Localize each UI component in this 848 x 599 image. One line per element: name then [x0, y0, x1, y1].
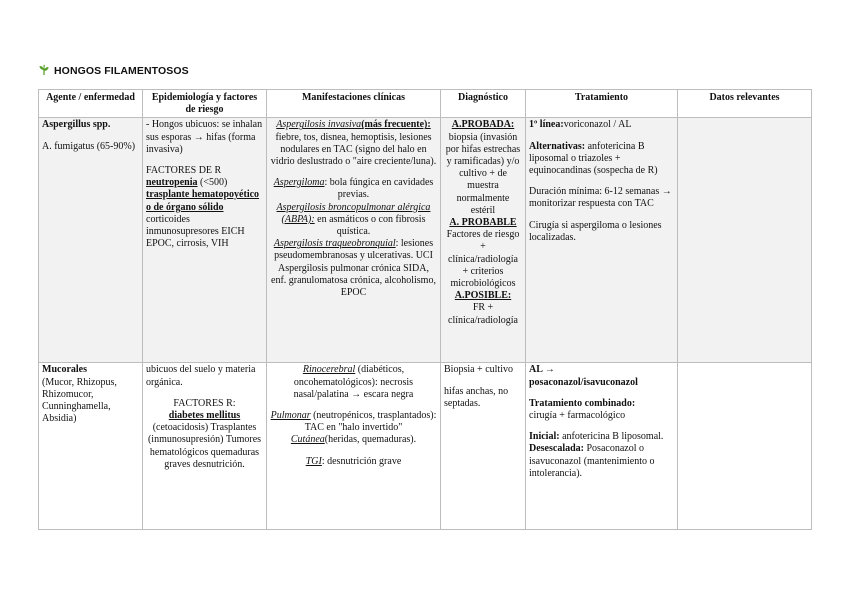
clin-pulm-text: (neutropénicos, trasplantados): TAC en "halo invertido"	[304, 410, 437, 434]
header-clinical: Manifestaciones clínicas	[267, 90, 441, 118]
cell-clinical	[267, 363, 441, 530]
epi-diabetes: diabetes mellitus	[168, 410, 241, 422]
header-diagnosis: Diagnóstico	[441, 90, 526, 118]
cell-agent	[39, 118, 143, 363]
tx-desc-label: Desescalada:	[529, 443, 584, 455]
cell-relevant	[678, 363, 812, 530]
epi-factors-title: FACTORES R:	[173, 397, 236, 409]
tx-al: AL →	[529, 364, 555, 376]
leaf-icon	[38, 64, 50, 78]
clin-abpa: Aspergilosis broncopulmonar alérgica (ABPA):	[276, 201, 431, 225]
clin-aspergiloma-text: : bola fúngica en cavidades previas.	[324, 177, 434, 201]
clin-tgi: TGI	[305, 455, 322, 467]
tx-first-label: 1º línea:	[529, 119, 564, 131]
cell-treatment	[526, 118, 678, 363]
tx-duration: Duración mínima: 6-12 semanas → monitorizar respuesta con TAC	[529, 186, 672, 210]
cell-diagnosis	[441, 363, 526, 530]
dx-probada-text: biopsia (invasión por hifas estrechas y ramificadas) y/o cultivo + de muestra normalmente estéril	[445, 131, 521, 216]
clin-invasive-text: fiebre, tos, disnea, hemoptisis, lesiones nodulares en TAC (signo del halo en vidrio deslustrado o "aire creciente/luna).	[270, 131, 437, 168]
dx-probable: A. PROBABLE	[449, 217, 517, 229]
tx-desc-text: Posaconazol o isavuconazol (mantenimiento o intolerancia).	[529, 443, 655, 479]
clin-tracheo-text: : lesiones pseudomembranosas y ulcerativas. UCI	[274, 238, 434, 262]
header-epidemiology: Epidemiología y factores de riesgo	[143, 90, 267, 118]
section-title: HONGOS FILAMENTOSOS	[54, 65, 189, 77]
cell-relevant	[678, 118, 812, 363]
dx-posible-text: FR + clínica/radiología	[448, 302, 518, 326]
clin-pulm: Pulmonar	[270, 410, 311, 422]
clin-tracheo: Aspergilosis traqueobronquial	[273, 238, 396, 250]
dx-hifas: hifas anchas, no septadas.	[444, 385, 509, 409]
cell-epidemiology	[143, 363, 267, 530]
clin-abpa-text: en asmáticos o con fibrosis quística.	[314, 213, 426, 238]
tx-alt-label: Alternativas:	[529, 140, 586, 152]
clin-tgi-text: : desnutrición grave	[321, 455, 402, 467]
epi-neutropenia-value: (<500)	[197, 177, 228, 189]
clin-cut-text: (heridas, quemaduras).	[324, 434, 417, 446]
dx-posible: A.POSIBLE:	[454, 290, 512, 302]
table-row	[39, 363, 812, 530]
epi-neutropenia: neutropenia	[146, 177, 198, 189]
tx-comb-text: cirugía + farmacológico	[529, 410, 626, 422]
header-treatment: Tratamiento	[526, 90, 678, 118]
clin-aspergiloma: Aspergiloma	[273, 177, 325, 189]
agent-name: Mucorales	[42, 364, 87, 376]
epi-transplant: trasplante hematopoyético o de órgano sólido	[146, 189, 260, 213]
clin-cut: Cutánea	[290, 434, 325, 446]
tx-init-label: Inicial:	[529, 431, 560, 443]
epi-intro: - Hongos ubicuos: se inhalan sus esporas → hifas (forma invasiva)	[146, 119, 263, 155]
cell-epidemiology	[143, 118, 267, 363]
agent-name: Aspergillus spp.	[42, 119, 111, 131]
clin-invasive: Aspergilosis invasiva	[276, 119, 362, 131]
tx-alt-text: anfotericina B liposomal o triazoles + equinocandinas (sospecha de R)	[529, 140, 658, 177]
tx-init-text: anfotericina B liposomal.	[559, 431, 664, 443]
tx-surgery: Cirugía si aspergiloma o lesiones localizadas.	[529, 219, 662, 243]
tx-posa: posaconazol/isavuconazol	[529, 376, 638, 388]
cell-diagnosis	[441, 118, 526, 363]
agent-species: A. fumigatus (65-90%)	[42, 140, 136, 152]
dx-probada: A.PROBADA:	[451, 119, 515, 131]
epi-rest: corticoides inmunosupresores EICH EPOC, cirrosis, VIH	[146, 213, 245, 250]
cell-treatment	[526, 363, 678, 530]
clin-rino-text: (diabéticos, oncohematológicos): necrosis nasal/palatina → escara negra	[293, 364, 414, 400]
agent-species: (Mucor, Rhizopus, Rhizomucor, Cunninghamella, Absidia)	[42, 376, 117, 425]
clin-chronic: Aspergilosis pulmonar crónica SIDA, enf. granulomatosa crónica, alcoholismo, EPOC	[271, 262, 436, 299]
fungi-table	[38, 89, 812, 530]
cell-clinical	[267, 118, 441, 363]
tx-comb-label: Tratamiento combinado:	[529, 397, 636, 409]
clin-invasive-tag: (más frecuente):	[361, 119, 431, 131]
table-header-row	[39, 90, 812, 118]
epi-factors-title: FACTORES DE R	[146, 165, 222, 177]
header-agent: Agente / enfermedad	[39, 90, 143, 118]
table-row	[39, 118, 812, 363]
epi-rest: (cetoacidosis) Trasplantes (inmunosupresión) Tumores hematológicos quemaduras graves desnutrición.	[147, 422, 262, 470]
cell-agent	[39, 363, 143, 530]
dx-text: Biopsia + cultivo	[444, 364, 513, 376]
dx-probable-text: Factores de riesgo + clínica/radiología + criterios microbiológicos	[446, 229, 520, 290]
header-relevant: Datos relevantes	[678, 90, 812, 118]
epi-intro: ubicuos del suelo y materia orgánica.	[146, 364, 256, 388]
clin-rino: Rinocerebral	[302, 364, 356, 376]
tx-first-text: voriconazol / AL	[563, 119, 632, 131]
section-heading	[38, 64, 189, 78]
